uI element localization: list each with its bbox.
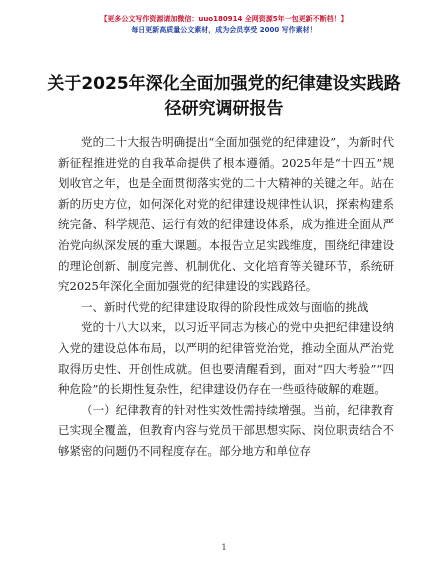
promo-banner xyxy=(0,14,448,36)
document-title: 关于2025年深化全面加强党的纪律建设实践路径研究调研报告 xyxy=(47,74,401,119)
promo-line-1: 【更多公文写作资源请加微信：uuo180914 全网资源5年一包更新不断档！】 xyxy=(100,15,348,23)
promo-line-2: 每日更新高质量公文素材，成为会员享受 2000 写作素材！ xyxy=(131,26,317,34)
body-paragraph: 党的十八大以来，以习近平同志为核心的党中央把纪律建设纳入党的建设总体布局，以严明的纪律管党治党，推动全面从严治党取得历史性、开创性成就。但也要清醒看到，面对“四大考验”“四种危险”的长期性复杂性，纪律建设仍存在一些亟待破解的难题。 xyxy=(58,320,394,397)
section-heading: 一、新时代党的纪律建设取得的阶段性成效与面临的挑战 xyxy=(81,299,369,314)
subsection-paragraph: （一）纪律教育的针对性实效性需持续增强。当前，纪律教育已实现全覆盖，但教育内容与党员干部思想实际、岗位职责结合不够紧密的问题仍不同程度存在。部分地方和单位存 xyxy=(58,402,394,458)
page-number: 1 xyxy=(221,543,227,552)
document-body xyxy=(58,132,394,462)
intro-paragraph: 党的二十大报告明确提出“全面加强党的纪律建设”，为新时代新征程推进党的自我革命提供了根本遵循。2025年是“十四五”规划收官之年，也是全面贯彻落实党的二十大精神的关键之年。站在新的历史方位，如何深化对党的纪律建设规律性认识，探索构建系统完备、科学规范、运行有效的纪律建设体系，成为推进全面从严治党向纵深发展的重大课题。本报告立足实践维度，围绕纪律建设的理论创新、制度完善、机制优化、文化培育等关键环节，系统研究2025年深化全面加强党的纪律建设的实践路径。 xyxy=(58,135,394,294)
